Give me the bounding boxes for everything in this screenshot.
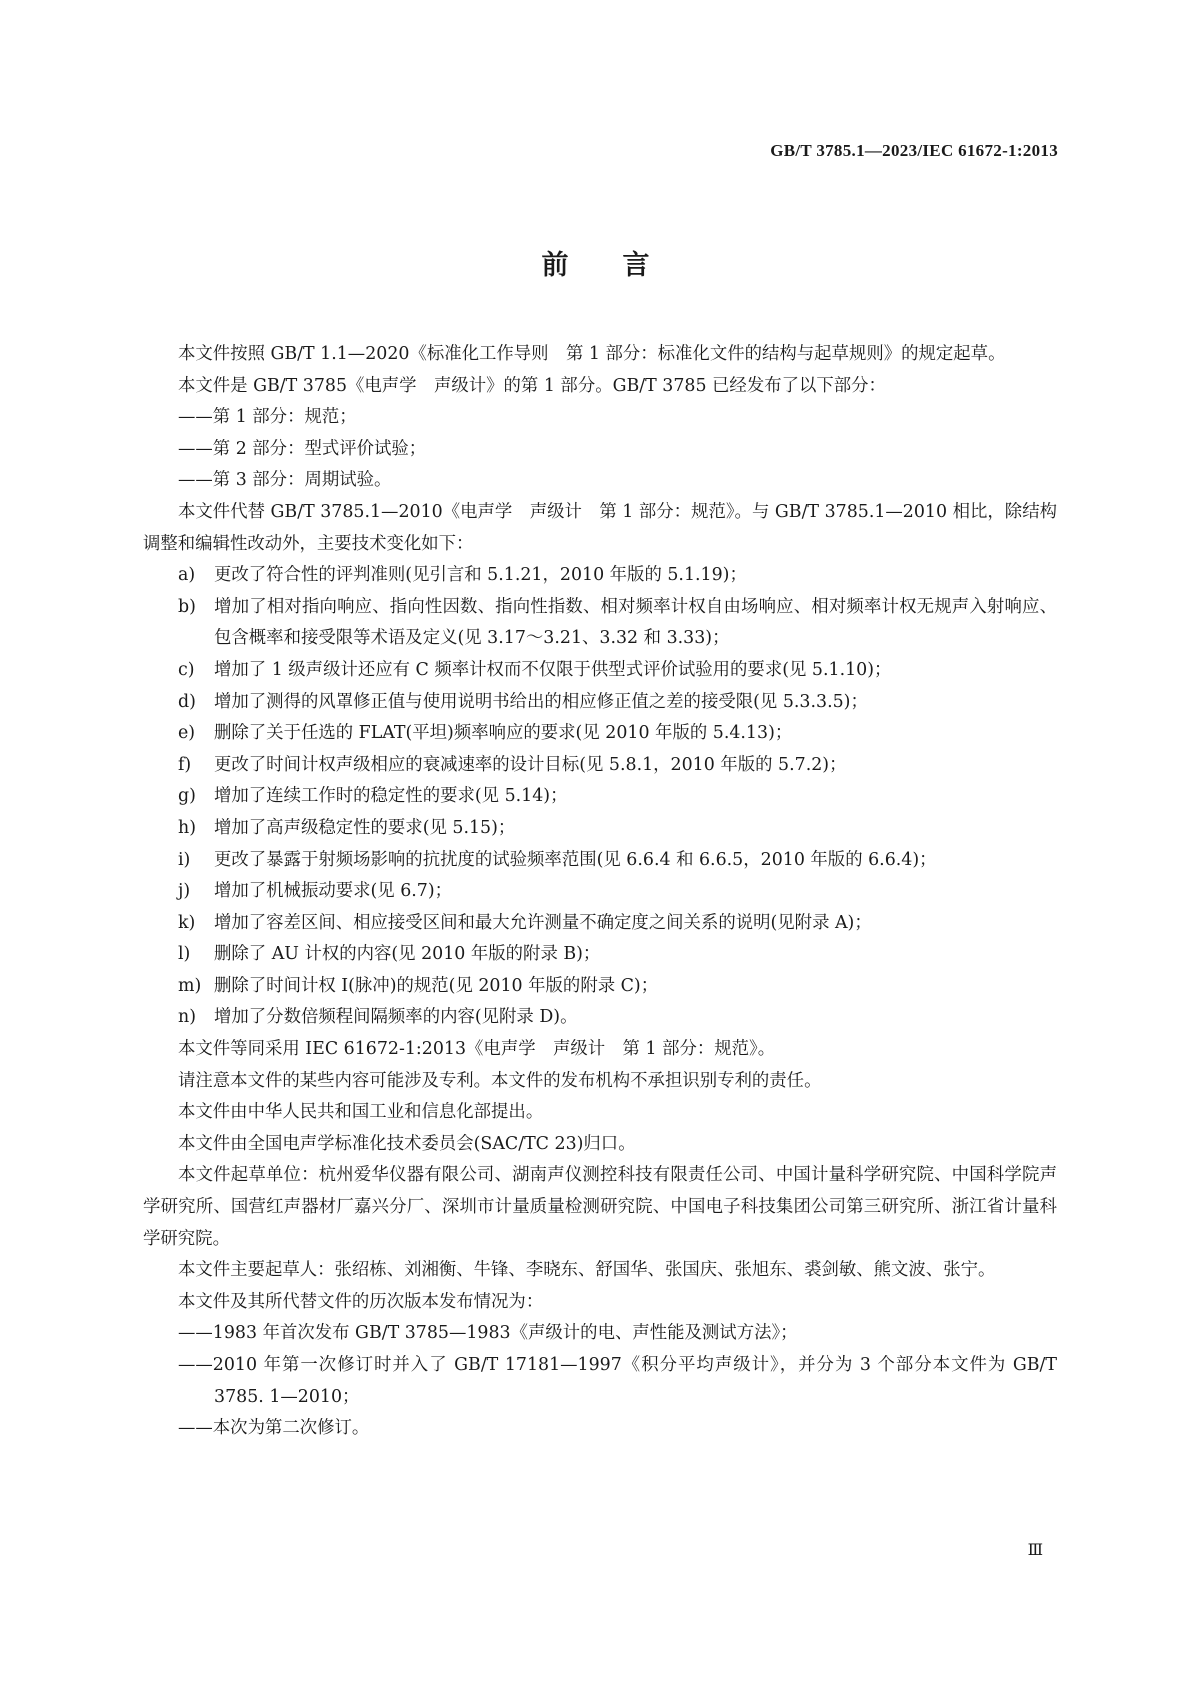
paragraph: 本文件起草单位：杭州爱华仪器有限公司、湖南声仪测控科技有限责任公司、中国计量科学研究院、中国科学院声学研究所、国营红声器材厂嘉兴分厂、深圳市计量质量检测研究院、中国电子科技集团公司第三研究所、浙江省计量科学研究院。 [143, 1165, 1057, 1249]
standard-number: GB/T 3785.1—2023/IEC 61672-1:2013 [770, 141, 1058, 160]
item-label: m) [178, 975, 202, 996]
item-label: l) [178, 944, 191, 965]
document-body [143, 339, 1057, 1445]
change-item [143, 845, 1057, 877]
item-text: 更改了暴露于射频场影响的抗扰度的试验频率范围(见 6.6.4 和 6.6.5，2010 年版的 6.6.4)； [214, 849, 937, 870]
change-item [143, 1002, 1057, 1034]
paragraph: 本文件按照 GB/T 1.1—2020《标准化工作导则 第 1 部分：标准化文件的结构与起草规则》的规定起草。 [178, 344, 1006, 364]
item-text: 增加了机械振动要求(见 6.7)； [214, 881, 453, 902]
item-text: 删除了关于任选的 FLAT(平坦)频率响应的要求(见 2010 年版的 5.4.13)； [214, 723, 793, 744]
paragraph: 本文件由全国电声学标准化技术委员会(SAC/TC 23)归口。 [178, 1133, 636, 1154]
item-text: 增加了测得的风罩修正值与使用说明书给出的相应修正值之差的接受限(见 5.3.3.5)； [214, 691, 868, 712]
dash-list-item: ——第 3 部分：周期试验。 [178, 470, 392, 491]
item-text: 增加了容差区间、相应接受区间和最大允许测量不确定度之间关系的说明(见附录 A)； [214, 912, 872, 933]
change-item [143, 813, 1057, 845]
change-item [143, 750, 1057, 782]
item-text: 增加了连续工作时的稳定性的要求(见 5.14)； [214, 786, 568, 807]
page-number: Ⅲ [1027, 1542, 1043, 1559]
item-label: f) [178, 754, 192, 775]
change-item [143, 781, 1057, 813]
change-item [143, 876, 1057, 908]
item-label: d) [178, 691, 196, 712]
item-label: n) [178, 1007, 196, 1028]
item-label: b) [178, 596, 196, 617]
change-item [143, 592, 1057, 655]
paragraph: 本文件等同采用 IEC 61672-1:2013《电声学 声级计 第 1 部分：规范》。 [178, 1039, 776, 1060]
paragraph: 本文件代替 GB/T 3785.1—2010《电声学 声级计 第 1 部分：规范》。与 GB/T 3785.1—2010 相比，除结构调整和编辑性改动外，主要技术变化如下： [143, 501, 1057, 554]
paragraph: 本文件是 GB/T 3785《电声学 声级计》的第 1 部分。GB/T 3785 已经发布了以下部分： [178, 375, 886, 396]
change-item [143, 908, 1057, 940]
item-label: g) [178, 786, 196, 807]
change-item [143, 939, 1057, 971]
item-text: 更改了时间计权声级相应的衰减速率的设计目标(见 5.8.1，2010 年版的 5.7.2)； [214, 754, 847, 775]
dash-list-item: ——1983 年首次发布 GB/T 3785—1983《声级计的电、声性能及测试方法》； [178, 1323, 798, 1344]
item-label: j) [178, 881, 191, 902]
item-label: c) [178, 659, 195, 680]
change-item [143, 971, 1057, 1003]
item-text: 增加了高声级稳定性的要求(见 5.15)； [214, 817, 516, 838]
dash-list-item: ——2010 年第一次修订时并入了 GB/T 17181—1997《积分平均声级计》，并分为 3 个部分本文件为 GB/T 3785. 1—2010； [178, 1355, 1057, 1407]
dash-list-item: ——第 1 部分：规范； [178, 407, 357, 428]
item-label: h) [178, 817, 196, 838]
item-label: k) [178, 912, 196, 933]
paragraph: 请注意本文件的某些内容可能涉及专利。本文件的发布机构不承担识别专利的责任。 [178, 1070, 822, 1091]
item-label: a) [178, 565, 196, 586]
item-text: 更改了符合性的评判准则(见引言和 5.1.21，2010 年版的 5.1.19)； [214, 565, 747, 586]
item-text: 增加了相对指向响应、指向性因数、指向性指数、相对频率计权自由场响应、相对频率计权无规声入射响应、包含概率和接受限等术语及定义(见 3.17～3.21、3.32 和 3.33)； [214, 596, 1057, 649]
paragraph: 本文件由中华人民共和国工业和信息化部提出。 [178, 1102, 544, 1123]
change-item [143, 655, 1057, 687]
dash-list-item: ——第 2 部分：型式评价试验； [178, 438, 427, 459]
dash-list-item: ——本次为第二次修订。 [178, 1418, 370, 1439]
page-title: 前言 [541, 250, 704, 281]
paragraph: 本文件主要起草人：张绍栋、刘湘衡、牛锋、李晓东、舒国华、张国庆、张旭东、裘剑敏、熊文波、张宁。 [178, 1260, 996, 1281]
item-label: e) [178, 723, 196, 744]
paragraph: 本文件及其所代替文件的历次版本发布情况为： [178, 1291, 544, 1312]
change-item [143, 560, 1057, 592]
item-text: 删除了时间计权 I(脉冲)的规范(见 2010 年版的附录 C)； [214, 975, 659, 996]
item-text: 删除了 AU 计权的内容(见 2010 年版的附录 B)； [214, 944, 601, 965]
item-text: 增加了 1 级声级计还应有 C 频率计权而不仅限于供型式评价试验用的要求(见 5.1.10)； [214, 659, 892, 680]
change-item [143, 718, 1057, 750]
item-text: 增加了分数倍频程间隔频率的内容(见附录 D)。 [214, 1007, 578, 1028]
item-label: i) [178, 849, 191, 870]
change-item [143, 687, 1057, 719]
